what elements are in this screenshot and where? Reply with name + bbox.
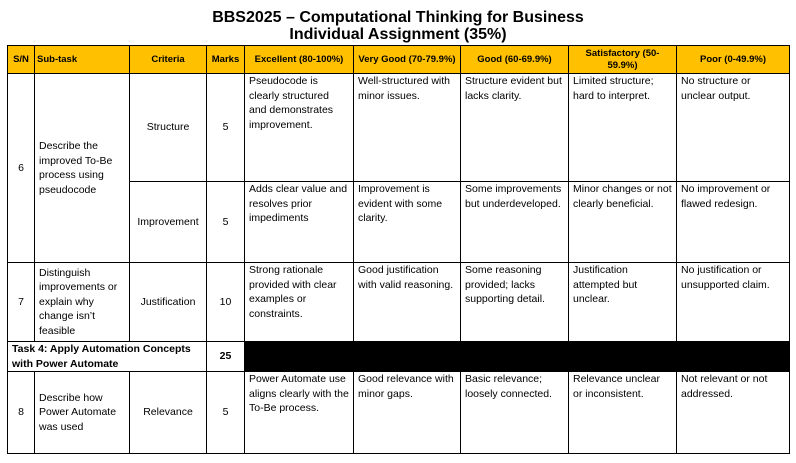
title-line-1: BBS2025 – Computational Thinking for Business — [212, 9, 584, 26]
row7-marks: 10 — [207, 263, 245, 342]
table-row-7 — [8, 263, 790, 342]
row8-marks: 5 — [207, 372, 245, 454]
row6-marks-improvement: 5 — [207, 182, 245, 263]
header-marks: Marks — [207, 46, 245, 74]
row8-criteria: Relevance — [130, 372, 207, 454]
row6-poor-improvement: No improvement or flawed redesign. — [677, 182, 790, 263]
table-row-6-structure — [8, 74, 790, 182]
task4-row — [8, 342, 790, 372]
row6-sn: 6 — [8, 74, 35, 263]
header-satisfactory: Satisfactory (50-59.9%) — [569, 46, 677, 74]
row7-poor: No justification or unsupported claim. — [677, 263, 790, 342]
row6-good-structure: Structure evident but lacks clarity. — [461, 74, 569, 182]
rubric-table — [7, 45, 790, 454]
row8-subtask: Describe how Power Automate was used — [35, 372, 130, 454]
row7-verygood: Good justification with valid reasoning. — [354, 263, 461, 342]
row7-sn: 7 — [8, 263, 35, 342]
task4-label: Task 4: Apply Automation Concepts with Power Automate — [8, 342, 207, 372]
header-poor: Poor (0-49.9%) — [677, 46, 790, 74]
row6-good-improvement: Some improvements but underdeveloped. — [461, 182, 569, 263]
row6-satisfactory-structure: Limited structure; hard to interpret. — [569, 74, 677, 182]
title-line-2: Individual Assignment (35%) — [289, 26, 507, 43]
row6-verygood-improvement: Improvement is evident with some clarity. — [354, 182, 461, 263]
header-very-good: Very Good (70-79.9%) — [354, 46, 461, 74]
row6-marks-structure: 5 — [207, 74, 245, 182]
row6-criteria-structure: Structure — [130, 74, 207, 182]
task4-marks: 25 — [207, 342, 245, 372]
header-subtask: Sub-task — [35, 46, 130, 74]
row6-excellent-structure: Pseudocode is clearly structured and demonstrates improvement. — [245, 74, 354, 182]
header-sn: S/N — [8, 46, 35, 74]
row8-poor: Not relevant or not addressed. — [677, 372, 790, 454]
header-good: Good (60-69.9%) — [461, 46, 569, 74]
row8-verygood: Good relevance with minor gaps. — [354, 372, 461, 454]
header-excellent: Excellent (80-100%) — [245, 46, 354, 74]
row7-criteria: Justification — [130, 263, 207, 342]
row6-excellent-improvement: Adds clear value and resolves prior impediments — [245, 182, 354, 263]
row7-satisfactory: Justification attempted but unclear. — [569, 263, 677, 342]
row7-good: Some reasoning provided; lacks supporting detail. — [461, 263, 569, 342]
row8-excellent: Power Automate use aligns clearly with the To-Be process. — [245, 372, 354, 454]
row7-excellent: Strong rationale provided with clear examples or constraints. — [245, 263, 354, 342]
row7-subtask: Distinguish improvements or explain why change isn’t feasible — [35, 263, 130, 342]
header-criteria: Criteria — [130, 46, 207, 74]
row8-good: Basic relevance; loosely connected. — [461, 372, 569, 454]
table-row-8 — [8, 372, 790, 454]
row6-criteria-improvement: Improvement — [130, 182, 207, 263]
row6-subtask: Describe the improved To-Be process using pseudocode — [35, 74, 130, 263]
header-row — [8, 46, 790, 74]
row6-poor-structure: No structure or unclear output. — [677, 74, 790, 182]
row6-verygood-structure: Well-structured with minor issues. — [354, 74, 461, 182]
row8-sn: 8 — [8, 372, 35, 454]
row6-satisfactory-improvement: Minor changes or not clearly beneficial. — [569, 182, 677, 263]
task4-blackout — [245, 342, 790, 372]
document-title — [0, 9, 796, 43]
row8-satisfactory: Relevance unclear or inconsistent. — [569, 372, 677, 454]
